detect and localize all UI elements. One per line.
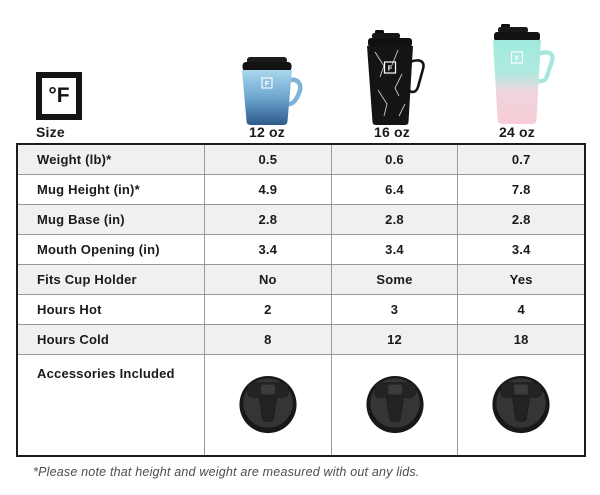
mug-16oz-graphic bbox=[355, 30, 429, 128]
svg-text:F: F bbox=[264, 81, 270, 88]
accessory-lid-image-16oz bbox=[332, 355, 459, 455]
cell-value: 0.5 bbox=[205, 145, 332, 174]
brand-logo-text: °F bbox=[48, 84, 70, 107]
column-header-12oz: 12 oz bbox=[248, 124, 285, 140]
cell-value: 8 bbox=[205, 325, 332, 354]
table-row-hours-hot bbox=[18, 295, 584, 325]
lid-top-icon bbox=[364, 374, 426, 436]
lid-top-icon bbox=[237, 374, 299, 436]
svg-text:F: F bbox=[387, 63, 393, 73]
row-label: Accessories Included bbox=[18, 355, 205, 455]
cell-value: 4 bbox=[517, 302, 525, 317]
cell-value: 18 bbox=[513, 332, 529, 347]
spec-table bbox=[16, 143, 586, 457]
cell-value: 2.8 bbox=[332, 205, 459, 234]
product-image-12oz bbox=[232, 56, 304, 128]
cell-value: 0.7 bbox=[511, 152, 531, 167]
table-row-mouth-opening bbox=[18, 235, 584, 265]
mug-24oz-graphic bbox=[480, 24, 558, 128]
row-label: Hours Cold bbox=[18, 325, 205, 354]
row-label: Mouth Opening (in) bbox=[18, 235, 205, 264]
cell-value: 0.6 bbox=[332, 145, 459, 174]
mug-12oz-graphic bbox=[232, 56, 304, 128]
row-label: Hours Hot bbox=[18, 295, 205, 324]
brand-logo bbox=[36, 72, 82, 120]
accessory-lid-image-24oz bbox=[458, 355, 584, 455]
svg-text:F: F bbox=[514, 53, 520, 63]
table-row-mug-base bbox=[18, 205, 584, 235]
cell-value: 12 bbox=[332, 325, 459, 354]
cell-value: 2 bbox=[205, 295, 332, 324]
cell-value: 3.4 bbox=[205, 235, 332, 264]
footnote: *Please note that height and weight are measured with out any lids. bbox=[33, 465, 420, 479]
cell-value: 7.8 bbox=[511, 182, 531, 197]
table-row-fits-cup-holder bbox=[18, 265, 584, 295]
row-label: Mug Height (in)* bbox=[18, 175, 205, 204]
cell-value: Yes bbox=[509, 272, 533, 287]
row-label: Fits Cup Holder bbox=[18, 265, 205, 294]
accessory-lid-image-12oz bbox=[205, 355, 332, 455]
cell-value: 3.4 bbox=[511, 242, 531, 257]
cell-value: No bbox=[205, 265, 332, 294]
column-header-16oz: 16 oz bbox=[373, 124, 410, 140]
cell-value: 2.8 bbox=[511, 212, 531, 227]
table-row-accessories bbox=[18, 355, 584, 455]
row-label: Weight (lb)* bbox=[18, 145, 205, 174]
product-image-24oz bbox=[480, 24, 558, 128]
table-row-hours-cold bbox=[18, 325, 584, 355]
row-label: Mug Base (in) bbox=[18, 205, 205, 234]
cell-value: 6.4 bbox=[332, 175, 459, 204]
lid-top-icon bbox=[490, 374, 552, 436]
cell-value: 4.9 bbox=[205, 175, 332, 204]
table-row-weight bbox=[18, 145, 584, 175]
cell-value: 2.8 bbox=[205, 205, 332, 234]
table-row-mug-height bbox=[18, 175, 584, 205]
size-label: Size bbox=[36, 124, 65, 140]
column-header-24oz: 24 oz bbox=[498, 124, 535, 140]
cell-value: 3.4 bbox=[332, 235, 459, 264]
product-image-16oz bbox=[355, 30, 429, 128]
cell-value: Some bbox=[332, 265, 459, 294]
cell-value: 3 bbox=[332, 295, 459, 324]
